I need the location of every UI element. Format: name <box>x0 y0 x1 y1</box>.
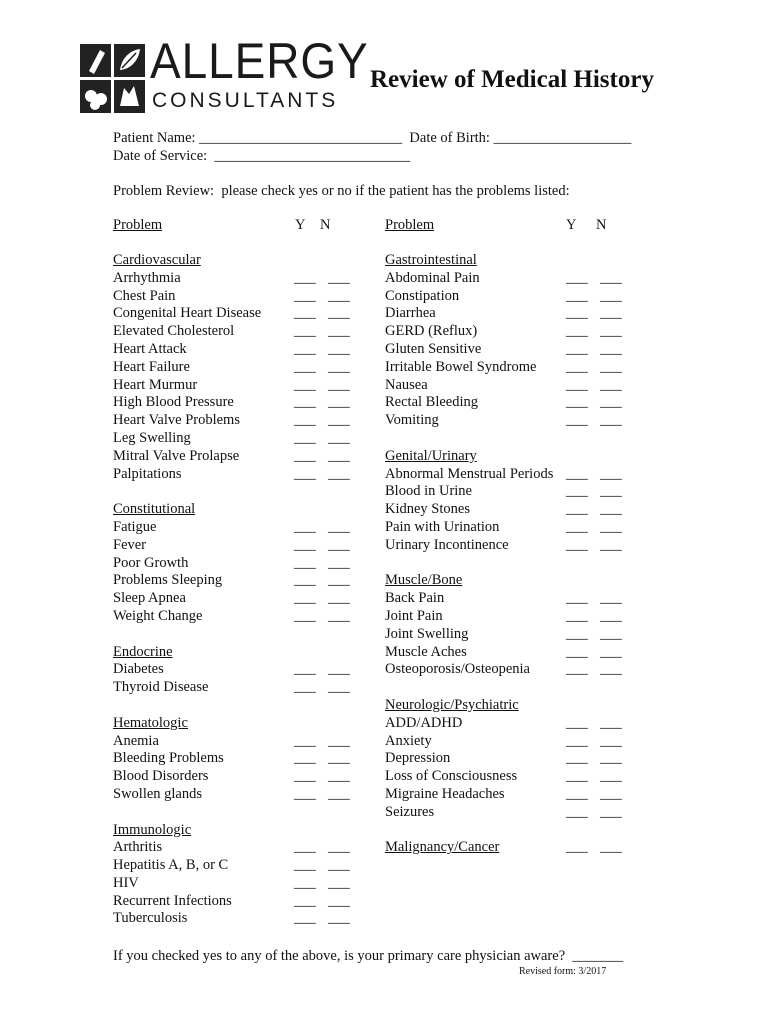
no-checkbox[interactable]: ___ <box>600 839 622 856</box>
yes-checkbox[interactable]: ___ <box>294 874 316 891</box>
problem-label: Tuberculosis <box>113 910 188 927</box>
problem-row <box>385 750 622 768</box>
problem-label: Pain with Urination <box>385 518 500 535</box>
problem-row <box>385 625 622 644</box>
problem-label: Heart Valve Problems <box>113 412 240 429</box>
problem-label: GERD (Reflux) <box>385 323 478 340</box>
problem-row <box>113 750 350 768</box>
problem-row <box>113 447 350 466</box>
right-rows <box>385 252 622 857</box>
problem-label: Heart Murmur <box>113 376 198 393</box>
problem-row <box>113 554 350 573</box>
problem-row <box>113 679 350 697</box>
no-checkbox[interactable]: ___ <box>328 376 350 393</box>
no-header: N <box>320 217 331 233</box>
date-of-service-line[interactable]: Date of Service: ___________________________ <box>113 148 411 164</box>
problem-row <box>385 483 622 501</box>
instructions: Problem Review: please check yes or no if the patient has the problems listed: <box>113 183 570 199</box>
problem-header: Problem <box>113 217 163 233</box>
no-checkbox[interactable]: ___ <box>600 376 622 393</box>
yes-checkbox[interactable]: ___ <box>294 590 316 607</box>
problem-row <box>113 305 350 323</box>
problem-row <box>385 358 622 377</box>
category-heading: Constitutional <box>113 501 196 518</box>
yes-checkbox[interactable]: ___ <box>566 714 588 731</box>
no-checkbox[interactable]: ___ <box>328 768 350 785</box>
problem-row <box>385 607 622 626</box>
logo-icons <box>80 44 146 114</box>
no-checkbox[interactable]: ___ <box>328 679 350 696</box>
problem-label: Arrhythmia <box>113 269 181 286</box>
yes-checkbox[interactable]: ___ <box>566 536 588 553</box>
yes-checkbox[interactable]: ___ <box>294 910 316 927</box>
yes-checkbox[interactable]: ___ <box>294 340 316 357</box>
category-row <box>113 252 261 270</box>
problem-row <box>113 323 350 341</box>
problem-label: Poor Growth <box>113 554 189 571</box>
left-rows <box>113 252 350 928</box>
problem-row <box>385 305 622 323</box>
no-checkbox[interactable]: ___ <box>328 839 350 856</box>
no-checkbox[interactable]: ___ <box>600 661 622 678</box>
no-checkbox[interactable]: ___ <box>328 874 350 891</box>
problem-label: Swollen glands <box>113 785 203 802</box>
problem-label: Thyroid Disease <box>113 679 209 696</box>
problem-row <box>113 536 350 555</box>
no-checkbox[interactable]: ___ <box>328 750 350 767</box>
yes-header: Y <box>566 217 577 233</box>
problem-label: Weight Change <box>113 607 203 624</box>
problem-label: Palpitations <box>113 465 182 482</box>
problem-label: Fatigue <box>113 518 157 535</box>
problem-row <box>113 412 350 430</box>
column-header <box>113 216 331 234</box>
problem-label: Heart Attack <box>113 340 187 357</box>
no-checkbox[interactable]: ___ <box>600 501 622 518</box>
yes-checkbox[interactable]: ___ <box>294 447 316 464</box>
section-spacer <box>113 697 261 715</box>
problem-row <box>113 910 350 928</box>
no-checkbox[interactable]: ___ <box>600 394 622 411</box>
problem-label: Anemia <box>113 732 159 749</box>
problem-row <box>385 643 622 662</box>
section-spacer <box>385 679 553 697</box>
yes-checkbox[interactable]: ___ <box>294 323 316 340</box>
no-checkbox[interactable]: ___ <box>328 394 350 411</box>
category-row <box>385 839 622 857</box>
no-checkbox[interactable]: ___ <box>600 518 622 535</box>
problem-label: Hepatitis A, B, or C <box>113 857 229 874</box>
no-checkbox[interactable]: ___ <box>600 536 622 553</box>
yes-checkbox[interactable]: ___ <box>566 483 588 500</box>
problem-row <box>113 892 350 911</box>
problem-label: Muscle Aches <box>385 643 467 660</box>
no-checkbox[interactable]: ___ <box>328 305 350 322</box>
yes-checkbox[interactable]: ___ <box>294 429 316 446</box>
problem-label: Osteoporosis/Osteopenia <box>385 661 530 678</box>
category-row <box>385 572 553 590</box>
section-spacer <box>113 626 261 644</box>
problem-row <box>385 732 622 751</box>
problem-label: Nausea <box>385 376 428 393</box>
problem-label: Sleep Apnea <box>113 590 186 607</box>
yes-checkbox[interactable]: ___ <box>294 679 316 696</box>
problem-row <box>113 465 350 484</box>
problem-label: HIV <box>113 874 139 891</box>
no-checkbox[interactable]: ___ <box>600 483 622 500</box>
yes-checkbox[interactable]: ___ <box>566 803 588 820</box>
no-checkbox[interactable]: ___ <box>328 785 350 802</box>
no-checkbox[interactable]: ___ <box>328 358 350 375</box>
no-checkbox[interactable]: ___ <box>600 358 622 375</box>
problem-row <box>113 340 350 359</box>
no-checkbox[interactable]: ___ <box>328 536 350 553</box>
yes-checkbox[interactable]: ___ <box>566 732 588 749</box>
problem-row <box>113 590 350 608</box>
problem-row <box>385 785 622 804</box>
yes-checkbox[interactable]: ___ <box>566 643 588 660</box>
yes-checkbox[interactable]: ___ <box>294 572 316 589</box>
problem-label: Recurrent Infections <box>113 892 232 909</box>
problem-label: Fever <box>113 536 147 553</box>
problem-row <box>113 269 350 288</box>
problem-row <box>385 340 622 359</box>
no-checkbox[interactable]: ___ <box>328 447 350 464</box>
page-title: Review of Medical History <box>370 66 654 93</box>
problem-label: Congenital Heart Disease <box>113 305 262 322</box>
problem-row <box>113 429 350 448</box>
yes-checkbox[interactable]: ___ <box>566 839 588 856</box>
no-checkbox[interactable]: ___ <box>328 554 350 571</box>
section-spacer <box>385 555 553 573</box>
category-heading: Neurologic/Psychiatric <box>385 696 519 713</box>
problem-label: Mitral Valve Prolapse <box>113 447 240 464</box>
problem-row <box>113 518 350 537</box>
yes-checkbox[interactable]: ___ <box>566 785 588 802</box>
category-row <box>385 252 553 270</box>
no-checkbox[interactable]: ___ <box>600 340 622 357</box>
no-checkbox[interactable]: ___ <box>600 750 622 767</box>
yes-checkbox[interactable]: ___ <box>566 768 588 785</box>
yes-checkbox[interactable]: ___ <box>294 412 316 429</box>
problem-row <box>385 518 622 537</box>
no-checkbox[interactable]: ___ <box>600 287 622 304</box>
category-row <box>113 715 261 733</box>
problem-row <box>385 768 622 786</box>
column-header <box>385 216 607 234</box>
no-checkbox[interactable]: ___ <box>600 768 622 785</box>
problem-row <box>113 287 350 306</box>
problem-row <box>385 394 622 412</box>
no-checkbox[interactable]: ___ <box>328 732 350 749</box>
yes-checkbox[interactable]: ___ <box>294 768 316 785</box>
problem-label: Heart Failure <box>113 358 190 375</box>
yes-checkbox[interactable]: ___ <box>566 607 588 624</box>
no-checkbox[interactable]: ___ <box>600 607 622 624</box>
yes-checkbox[interactable]: ___ <box>294 857 316 874</box>
category-row <box>113 644 261 662</box>
yes-checkbox[interactable]: ___ <box>566 465 588 482</box>
problem-row <box>113 572 350 590</box>
section-spacer <box>385 430 553 448</box>
problem-row <box>113 857 350 875</box>
no-checkbox[interactable]: ___ <box>600 625 622 642</box>
revised-date: Revised form: 3/2017 <box>519 966 607 977</box>
problem-label: Elevated Cholesterol <box>113 323 235 340</box>
category-row <box>385 697 553 715</box>
no-checkbox[interactable]: ___ <box>328 857 350 874</box>
problem-row <box>113 732 350 751</box>
yes-checkbox[interactable]: ___ <box>294 518 316 535</box>
category-heading: Endocrine <box>113 643 173 660</box>
yes-checkbox[interactable]: ___ <box>566 750 588 767</box>
yes-checkbox[interactable]: ___ <box>566 376 588 393</box>
no-checkbox[interactable]: ___ <box>328 607 350 624</box>
problem-label: Loss of Consciousness <box>385 768 518 785</box>
problem-row <box>385 465 622 484</box>
yes-checkbox[interactable]: ___ <box>566 518 588 535</box>
yes-checkbox[interactable]: ___ <box>294 839 316 856</box>
problem-row <box>113 785 350 804</box>
no-checkbox[interactable]: ___ <box>328 910 350 927</box>
category-heading: Hematologic <box>113 714 188 731</box>
problem-label: ADD/ADHD <box>385 714 463 731</box>
problem-label: Migraine Headaches <box>385 785 505 802</box>
yes-checkbox[interactable]: ___ <box>294 287 316 304</box>
problem-label: Irritable Bowel Syndrome <box>385 358 537 375</box>
yes-checkbox[interactable]: ___ <box>294 732 316 749</box>
problem-label: Rectal Bleeding <box>385 394 479 411</box>
patient-info-line[interactable]: Patient Name: ____________________________ Date of Birth: ___________________ <box>113 130 632 146</box>
problem-row <box>113 607 350 626</box>
problem-row <box>113 376 350 395</box>
problem-label: Joint Swelling <box>385 625 469 642</box>
logo-wordmark: ALLERGY <box>150 33 369 89</box>
no-checkbox[interactable]: ___ <box>600 412 622 429</box>
problem-label: Abdominal Pain <box>385 269 480 286</box>
category-heading: Cardiovascular <box>113 252 201 268</box>
yes-checkbox[interactable]: ___ <box>566 394 588 411</box>
no-checkbox[interactable]: ___ <box>600 465 622 482</box>
problem-label: Diabetes <box>113 661 164 678</box>
problem-label: Diarrhea <box>385 305 436 322</box>
problem-row <box>385 287 622 306</box>
no-checkbox[interactable]: ___ <box>600 323 622 340</box>
yes-checkbox[interactable]: ___ <box>294 376 316 393</box>
yes-checkbox[interactable]: ___ <box>294 269 316 286</box>
problem-row <box>113 358 350 377</box>
no-header: N <box>596 217 607 233</box>
yes-checkbox[interactable]: ___ <box>566 625 588 642</box>
yes-checkbox[interactable]: ___ <box>566 340 588 357</box>
problem-header: Problem <box>385 217 435 233</box>
no-checkbox[interactable]: ___ <box>328 429 350 446</box>
problem-row <box>385 376 622 395</box>
problem-label: Kidney Stones <box>385 501 470 518</box>
section-spacer <box>385 822 553 840</box>
no-checkbox[interactable]: ___ <box>328 465 350 482</box>
no-checkbox[interactable]: ___ <box>600 714 622 731</box>
category-row <box>113 822 261 840</box>
no-checkbox[interactable]: ___ <box>328 340 350 357</box>
no-checkbox[interactable]: ___ <box>600 785 622 802</box>
problem-row <box>385 501 622 519</box>
logo-subtitle: CONSULTANTS <box>152 89 339 112</box>
problem-label: Urinary Incontinence <box>385 536 509 553</box>
no-checkbox[interactable]: ___ <box>600 643 622 660</box>
no-checkbox[interactable]: ___ <box>328 572 350 589</box>
problem-row <box>113 394 350 412</box>
problem-label: Depression <box>385 750 451 767</box>
category-heading: Genital/Urinary <box>385 447 477 464</box>
category-heading: Gastrointestinal <box>385 252 477 268</box>
yes-checkbox[interactable]: ___ <box>294 305 316 322</box>
problem-row <box>385 803 622 822</box>
category-heading: Muscle/Bone <box>385 572 463 589</box>
no-checkbox[interactable]: ___ <box>600 305 622 322</box>
problem-row <box>385 412 622 430</box>
no-checkbox[interactable]: ___ <box>600 732 622 749</box>
no-checkbox[interactable]: ___ <box>600 590 622 607</box>
problem-row <box>385 714 622 733</box>
yes-checkbox[interactable]: ___ <box>566 501 588 518</box>
yes-checkbox[interactable]: ___ <box>294 750 316 767</box>
problem-label: Arthritis <box>113 839 163 856</box>
yes-checkbox[interactable]: ___ <box>566 323 588 340</box>
problem-label: High Blood Pressure <box>113 394 234 411</box>
no-checkbox[interactable]: ___ <box>328 590 350 607</box>
yes-checkbox[interactable]: ___ <box>294 554 316 571</box>
yes-checkbox[interactable]: ___ <box>566 661 588 678</box>
problem-row <box>385 269 622 288</box>
yes-checkbox[interactable]: ___ <box>294 358 316 375</box>
category-heading: Immunologic <box>113 821 192 838</box>
no-checkbox[interactable]: ___ <box>328 287 350 304</box>
problem-label: Chest Pain <box>113 287 176 304</box>
yes-checkbox[interactable]: ___ <box>294 661 316 678</box>
no-checkbox[interactable]: ___ <box>600 803 622 820</box>
problem-label: Blood Disorders <box>113 768 209 785</box>
problem-label: Abnormal Menstrual Periods <box>385 465 554 482</box>
problem-label: Leg Swelling <box>113 429 191 446</box>
yes-header: Y <box>295 217 306 233</box>
problem-label: Bleeding Problems <box>113 750 224 767</box>
no-checkbox[interactable]: ___ <box>328 269 350 286</box>
problem-label: Back Pain <box>385 590 445 607</box>
problem-row <box>113 768 350 786</box>
right-problem-column <box>385 216 622 857</box>
yes-checkbox[interactable]: ___ <box>294 892 316 909</box>
allergy-consultants-logo <box>80 33 370 114</box>
problem-row <box>113 874 350 893</box>
category-heading: Malignancy/Cancer <box>385 839 500 856</box>
no-checkbox[interactable]: ___ <box>600 269 622 286</box>
problem-label: Anxiety <box>385 732 432 749</box>
problem-row <box>385 323 622 341</box>
yes-checkbox[interactable]: ___ <box>566 269 588 286</box>
problem-label: Constipation <box>385 287 460 304</box>
yes-checkbox[interactable]: ___ <box>566 287 588 304</box>
yes-checkbox[interactable]: ___ <box>566 305 588 322</box>
no-checkbox[interactable]: ___ <box>328 518 350 535</box>
no-checkbox[interactable]: ___ <box>328 892 350 909</box>
problem-label: Problems Sleeping <box>113 572 223 589</box>
problem-row <box>113 839 350 857</box>
yes-checkbox[interactable]: ___ <box>294 465 316 482</box>
problem-row <box>385 661 622 679</box>
category-row <box>385 448 553 466</box>
yes-checkbox[interactable]: ___ <box>294 785 316 802</box>
no-checkbox[interactable]: ___ <box>328 412 350 429</box>
left-problem-column <box>113 216 350 928</box>
no-checkbox[interactable]: ___ <box>328 661 350 678</box>
problem-row <box>113 661 350 679</box>
no-checkbox[interactable]: ___ <box>328 323 350 340</box>
yes-checkbox[interactable]: ___ <box>566 412 588 429</box>
problem-row <box>385 590 622 608</box>
yes-checkbox[interactable]: ___ <box>294 394 316 411</box>
yes-checkbox[interactable]: ___ <box>566 590 588 607</box>
category-row <box>113 501 261 519</box>
problem-label: Blood in Urine <box>385 483 472 500</box>
yes-checkbox[interactable]: ___ <box>294 536 316 553</box>
section-spacer <box>113 804 261 822</box>
yes-checkbox[interactable]: ___ <box>566 358 588 375</box>
problem-label: Seizures <box>385 803 435 820</box>
problem-row <box>385 536 622 555</box>
problem-label: Vomiting <box>385 412 439 429</box>
pcp-aware-question[interactable]: If you checked yes to any of the above, is your primary care physician aware? _______ <box>113 948 624 964</box>
section-spacer <box>113 483 261 501</box>
yes-checkbox[interactable]: ___ <box>294 607 316 624</box>
problem-label: Gluten Sensitive <box>385 340 482 357</box>
problem-label: Joint Pain <box>385 607 443 624</box>
